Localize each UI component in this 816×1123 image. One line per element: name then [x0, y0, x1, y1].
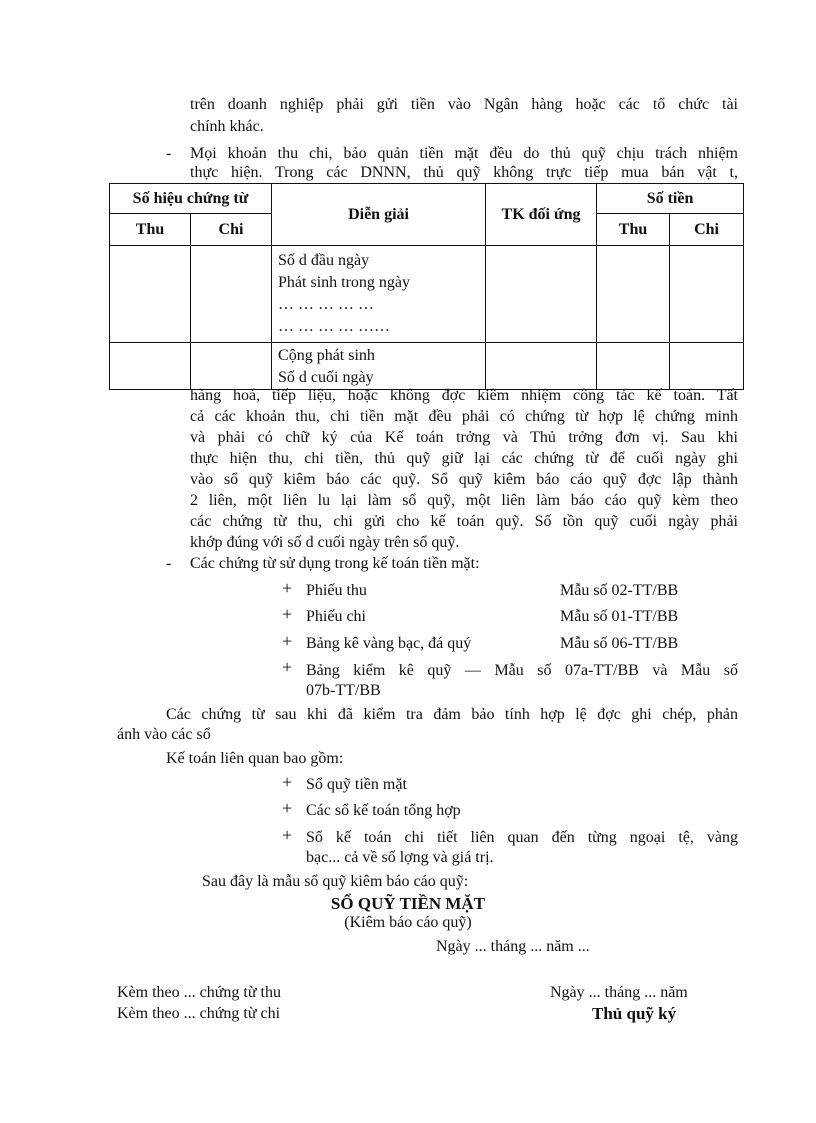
bullet2-text: Các chứng từ sử dụng trong kế toán tiền mặt: — [190, 555, 480, 572]
continuation-line-5: vào sổ quỹ kiêm báo các quỹ. Sổ quỹ kiêm báo cáo quỹ đợc lập thành — [190, 471, 738, 488]
description-cell — [272, 246, 486, 343]
continuation-line-8: khớp đúng với số d cuối ngày trên sổ quỹ. — [190, 534, 460, 551]
accounting-item: Sổ kế toán chi tiết liên quan đến từng ngoại tệ, vàng — [306, 829, 738, 846]
continuation-line-3: và phải có chữ ký của Kế toán trởng và Thủ trởng đơn vị. Sau khi — [190, 429, 738, 446]
table-cell — [486, 343, 597, 390]
table-cell — [670, 246, 744, 343]
closing-balance-label: Số d cuối ngày — [278, 369, 374, 386]
header-amount: Số tiền — [597, 184, 744, 214]
plus-icon: + — [282, 578, 293, 598]
attach-payments: Kèm theo ... chứng từ chi — [117, 1005, 281, 1022]
header-voucher-payment: Chi — [191, 214, 272, 246]
plus-icon: + — [282, 657, 293, 677]
document-form: Mẫu số 06-TT/BB — [560, 635, 679, 652]
ledger-table — [109, 183, 744, 390]
document-name: Phiếu chi — [306, 608, 366, 625]
table-cell — [597, 246, 670, 343]
footer-date: Ngày ... tháng ... năm — [550, 984, 688, 1001]
plus-icon: + — [282, 631, 293, 651]
description-cell — [272, 343, 486, 390]
form-title: SỔ QUỸ TIỀN MẶT — [330, 894, 486, 913]
plus-icon: + — [282, 798, 293, 818]
header-voucher-number: Số hiệu chứng từ — [110, 184, 272, 214]
plus-icon: + — [282, 772, 293, 792]
bullet-dash-2: - — [166, 555, 172, 572]
document-name: Phiếu thu — [306, 582, 367, 599]
table-cell — [191, 246, 272, 343]
bullet1-line-1: Mọi khoản thu chi, bảo quản tiền mặt đều do thủ quỹ chịu trách nhiệm — [190, 145, 738, 162]
continuation-line-7: các chứng từ thu, chi gửi cho kế toán quỹ. Số tồn quỹ cuối ngày phải — [190, 513, 738, 530]
table-cell — [670, 343, 744, 390]
attach-receipts: Kèm theo ... chứng từ thu — [117, 984, 281, 1001]
table-cell — [110, 343, 191, 390]
intro-line-1: trên doanh nghiệp phải gửi tiền vào Ngân hàng hoặc các tổ chức tài — [190, 96, 738, 113]
bullet-dash-1: - — [166, 145, 172, 162]
table-cell — [110, 246, 191, 343]
header-amount-receipt: Thu — [597, 214, 670, 246]
opening-balance-label: Số d đầu ngày — [278, 252, 370, 269]
header-voucher-receipt: Thu — [110, 214, 191, 246]
plus-icon: + — [282, 825, 293, 845]
accounting-intro: Kế toán liên quan bao gồm: — [166, 750, 344, 767]
continuation-line-1: hàng hoá, tiếp liệu, hoặc không đợc kiêm nhiệm công tác kế toán. Tất — [190, 387, 738, 404]
cashier-signature: Thủ quỹ ký — [592, 1004, 677, 1023]
document-name: Bảng kê vàng bạc, đá quý — [306, 635, 472, 652]
header-amount-payment: Chi — [670, 214, 744, 246]
form-date: Ngày ... tháng ... năm ... — [436, 938, 590, 955]
daily-transactions-label: Phát sinh trong ngày — [278, 274, 411, 291]
continuation-line-6: 2 liên, một liên lu lại làm sổ quỹ, một liên làm báo cáo quỹ kèm theo — [190, 492, 738, 509]
header-description: Diễn giải — [272, 184, 486, 246]
placeholder-dots: … … … … …… — [278, 318, 391, 335]
accounting-item-cont: bạc... cả về số lợng và giá trị. — [306, 849, 494, 866]
table-cell — [597, 343, 670, 390]
document-name-cont: 07b-TT/BB — [306, 682, 381, 699]
header-counter-account: TK đối ứng — [486, 184, 597, 246]
total-transactions-label: Cộng phát sinh — [278, 347, 375, 364]
sample-intro: Sau đây là mẫu sổ quỹ kiêm báo cáo quỹ: — [202, 873, 469, 890]
document-name: Bảng kiểm kê quỹ — Mẫu số 07a-TT/BB và Mẫu số — [306, 662, 738, 679]
form-subtitle: (Kiêm báo cáo quỹ) — [344, 914, 472, 931]
placeholder-dots: … … … … … — [278, 296, 375, 313]
after-docs-line-2: ánh vào các sổ — [117, 726, 211, 743]
table-cell — [191, 343, 272, 390]
plus-icon: + — [282, 604, 293, 624]
document-form: Mẫu số 02-TT/BB — [560, 582, 679, 599]
document-form: Mẫu số 01-TT/BB — [560, 608, 679, 625]
after-docs-line-1: Các chứng từ sau khi đã kiểm tra đảm bảo tính hợp lệ đợc ghi chép, phản — [166, 706, 738, 723]
intro-line-2: chính khác. — [190, 118, 264, 135]
bullet1-line-2: thực hiện. Trong các DNNN, thủ quỹ không trực tiếp mua bán vật t, — [190, 164, 738, 181]
accounting-item: Sổ quỹ tiền mặt — [306, 776, 407, 793]
continuation-line-2: cả các khoản thu, chi tiền mặt đều phải có chứng từ hợp lệ chứng minh — [190, 408, 738, 425]
continuation-line-4: thực hiện thu, chi tiền, thủ quỹ giữ lại các chứng từ để cuối ngày ghi — [190, 450, 738, 467]
table-cell — [486, 246, 597, 343]
accounting-item: Các sổ kế toán tổng hợp — [306, 802, 461, 819]
